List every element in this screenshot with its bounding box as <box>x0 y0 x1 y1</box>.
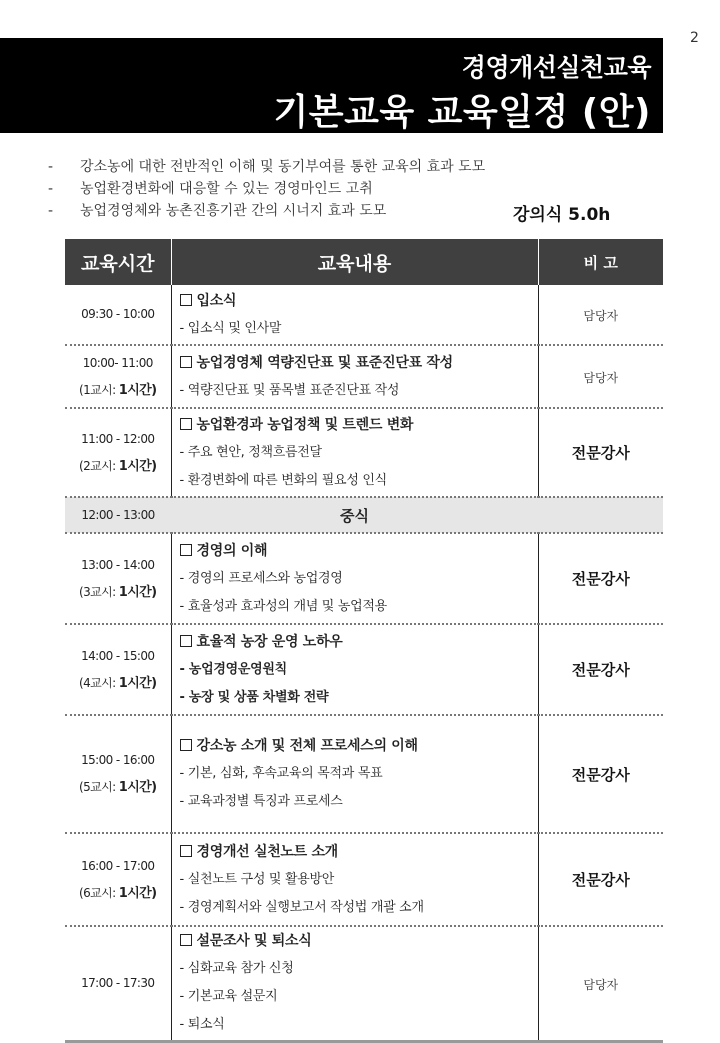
lunch-break-row <box>65 497 663 533</box>
table-header-row <box>65 239 663 285</box>
session-detail: - 경영의 프로세스와 농업경영 <box>179 570 343 586</box>
period-duration: 1시간) <box>118 458 157 474</box>
time-cell <box>65 285 171 345</box>
schedule-table <box>65 239 663 1043</box>
period-prefix: (5교시: <box>79 780 119 794</box>
time-range: 13:00 - 14:00 <box>81 557 155 572</box>
header-time: 교육시간 <box>65 239 171 285</box>
time-range: 09:30 - 10:00 <box>81 307 155 321</box>
session-title-text: 입소식 <box>196 292 237 309</box>
session-detail: - 기본교육 설문지 <box>179 989 278 1005</box>
session-detail: - 교육과정별 특징과 프로세스 <box>179 794 343 809</box>
time-range: 17:00 - 17:30 <box>81 975 155 990</box>
goal-item <box>48 200 485 222</box>
session-detail: - 효율성과 효과성의 개념 및 농업적용 <box>179 598 387 614</box>
session-detail: - 입소식 및 인사말 <box>179 320 282 336</box>
page-title: 기본교육 교육일정 (안) <box>273 92 651 133</box>
time-range: 16:00 - 17:00 <box>81 858 155 873</box>
session-detail: - 퇴소식 <box>179 1017 225 1033</box>
time-cell <box>65 408 171 497</box>
time-range: 10:00- 11:00 <box>82 355 153 370</box>
note-cell <box>538 926 663 1041</box>
table-row <box>65 926 663 1041</box>
content-cell <box>171 285 538 345</box>
session-detail: - 주요 현안, 정책흐름전달 <box>179 444 322 460</box>
period-duration: 1시간) <box>118 885 157 901</box>
note-cell <box>538 533 663 624</box>
session-title-text: 강소농 소개 및 전체 프로세스의 이해 <box>196 738 418 754</box>
session-detail: - 실천노트 구성 및 활용방안 <box>179 871 335 887</box>
session-detail: - 농장 및 상품 차별화 전략 <box>179 689 329 705</box>
table-row <box>65 285 663 345</box>
note-cell <box>538 624 663 715</box>
session-detail: - 기본, 심화, 후속교육의 목적과 목표 <box>179 766 383 781</box>
goal-bullet: - <box>48 159 54 175</box>
session-title-text: 효율적 농장 운영 노하우 <box>196 633 343 650</box>
session-detail: - 역량진단표 및 품목별 표준진단표 작성 <box>179 382 400 398</box>
table-row <box>65 408 663 497</box>
total-hours: 강의식 5.0h <box>513 205 611 225</box>
note-cell <box>538 408 663 497</box>
time-cell <box>65 715 171 833</box>
session-title-text: 경영의 이해 <box>196 542 268 559</box>
content-cell <box>171 833 538 926</box>
content-cell <box>171 624 538 715</box>
checkbox-square-icon <box>180 845 192 857</box>
time-range: 12:00 - 13:00 <box>81 507 155 522</box>
session-detail: - 환경변화에 따른 변화의 필요성 인식 <box>179 472 387 488</box>
goal-item <box>48 178 485 200</box>
session-title <box>180 732 538 760</box>
period-label <box>65 377 171 404</box>
goal-bullet: - <box>48 181 54 197</box>
note-text: 담당자 <box>583 371 619 385</box>
break-cell <box>171 497 538 533</box>
period-duration: 1시간) <box>118 780 157 795</box>
table-row <box>65 345 663 408</box>
time-range: 15:00 - 16:00 <box>81 753 155 767</box>
note-text: 담당자 <box>583 309 619 323</box>
time-cell <box>65 497 171 533</box>
course-subtitle: 경영개선실천교육 <box>461 53 651 82</box>
period-label <box>65 453 171 480</box>
checkbox-square-icon <box>180 544 192 556</box>
note-cell <box>538 345 663 408</box>
goal-item <box>48 156 485 178</box>
period-prefix: (3교시: <box>79 584 119 599</box>
goal-text: 농업환경변화에 대응할 수 있는 경영마인드 고취 <box>80 181 373 197</box>
time-range: 11:00 - 12:00 <box>81 431 155 446</box>
note-cell <box>538 833 663 926</box>
period-prefix: (2교시: <box>79 458 119 473</box>
table-row <box>65 715 663 833</box>
table-row <box>65 533 663 624</box>
session-detail: - 농업경영운영원칙 <box>179 661 287 677</box>
content-cell <box>171 926 538 1041</box>
period-label <box>65 774 171 801</box>
period-label <box>65 579 171 606</box>
table-row <box>65 833 663 926</box>
session-title <box>180 927 538 955</box>
session-title <box>180 628 538 656</box>
note-cell <box>538 715 663 833</box>
period-prefix: (6교시: <box>79 885 119 900</box>
period-prefix: (4교시: <box>79 675 119 690</box>
content-cell <box>171 533 538 624</box>
content-cell <box>171 345 538 408</box>
period-prefix: (1교시: <box>79 382 119 397</box>
note-cell <box>538 497 663 533</box>
note-text: 전문강사 <box>571 444 630 462</box>
session-title <box>180 287 538 315</box>
period-label <box>65 880 171 907</box>
session-title-text: 경영개선 실천노트 소개 <box>196 843 338 860</box>
title-banner <box>0 38 663 133</box>
header-content: 교육내용 <box>171 239 538 285</box>
session-title-text: 설문조사 및 퇴소식 <box>196 933 312 950</box>
goals-list <box>48 156 485 222</box>
time-cell <box>65 624 171 715</box>
header-note: 비 고 <box>538 239 663 285</box>
period-duration: 1시간) <box>118 584 157 600</box>
time-cell <box>65 345 171 408</box>
session-detail: - 경영계획서와 실행보고서 작성법 개괄 소개 <box>179 899 424 915</box>
goal-text: 농업경영체와 농촌진흥기관 간의 시너지 효과 도모 <box>80 203 387 219</box>
time-range: 14:00 - 15:00 <box>81 648 155 663</box>
session-title <box>180 537 538 565</box>
note-text: 전문강사 <box>571 765 630 784</box>
session-title <box>180 349 538 377</box>
note-text: 전문강사 <box>571 871 630 889</box>
goal-text: 강소농에 대한 전반적인 이해 및 동기부여를 통한 교육의 효과 도모 <box>80 159 486 175</box>
period-duration: 1시간) <box>118 675 157 691</box>
goal-bullet: - <box>48 203 54 219</box>
checkbox-square-icon <box>180 356 192 368</box>
content-cell <box>171 408 538 497</box>
table-row <box>65 624 663 715</box>
session-title-text: 농업경영체 역량진단표 및 표준진단표 작성 <box>196 354 453 371</box>
period-label <box>65 670 171 697</box>
time-cell <box>65 533 171 624</box>
session-title <box>180 838 538 866</box>
period-duration: 1시간) <box>118 382 157 398</box>
checkbox-square-icon <box>180 739 192 751</box>
time-cell <box>65 926 171 1041</box>
time-cell <box>65 833 171 926</box>
checkbox-square-icon <box>180 294 192 306</box>
session-title-text: 농업환경과 농업정책 및 트렌드 변화 <box>196 416 414 433</box>
checkbox-square-icon <box>180 418 192 430</box>
content-cell <box>171 715 538 833</box>
note-text: 전문강사 <box>571 661 630 679</box>
page-number: 2 <box>690 30 699 46</box>
checkbox-square-icon <box>180 934 192 946</box>
note-text: 전문강사 <box>571 570 630 588</box>
note-text: 담당자 <box>583 977 619 992</box>
note-cell <box>538 285 663 345</box>
break-label: 중식 <box>340 506 369 525</box>
session-title <box>180 411 538 439</box>
session-detail: - 심화교육 참가 신청 <box>179 961 294 977</box>
checkbox-square-icon <box>180 635 192 647</box>
